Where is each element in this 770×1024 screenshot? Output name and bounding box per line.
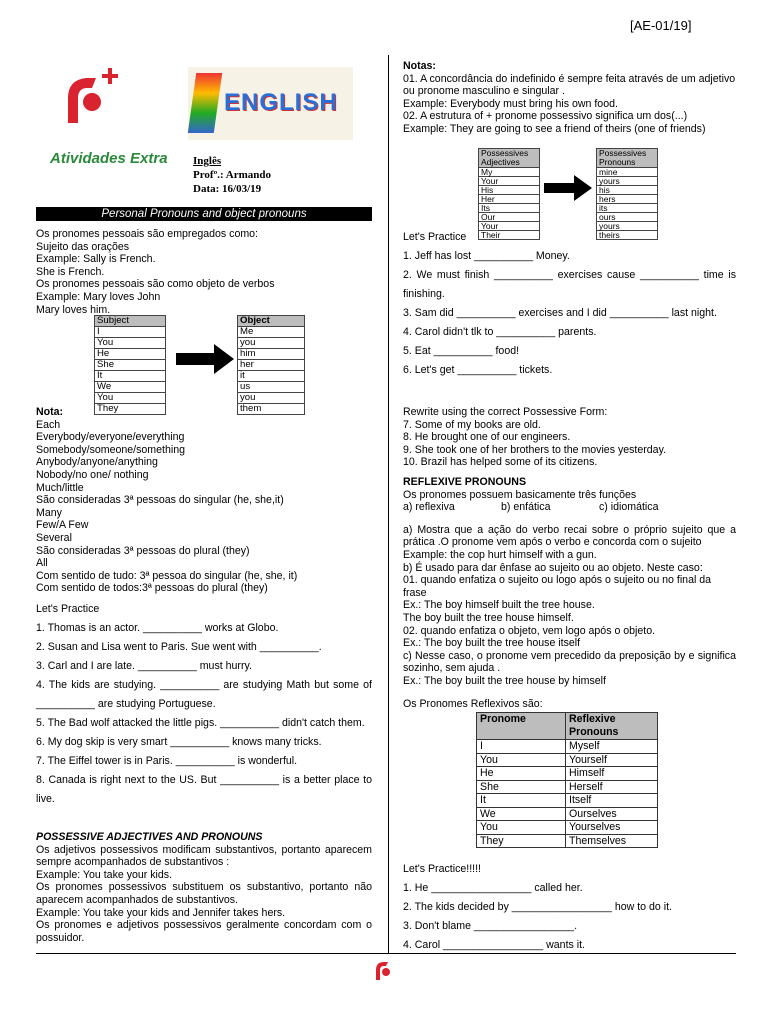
- table-cell: yours: [597, 177, 658, 186]
- practice-block-2: [403, 228, 736, 380]
- table-cell: You: [477, 753, 566, 767]
- table-cell: Itself: [566, 794, 658, 808]
- intro-line: Example: Sally is French.: [36, 253, 156, 266]
- exercise-item: 2. Susan and Lisa went to Paris. Sue went with __________.: [36, 641, 322, 653]
- arrow-right-icon: [544, 174, 594, 202]
- intro-line: Sujeito das orações: [36, 240, 130, 253]
- nota-line: Com sentido de tudo: 3ª pessoa do singular (he, she, it): [36, 569, 298, 582]
- functions-list: [403, 501, 736, 514]
- table-cell: its: [597, 204, 658, 213]
- practice-block-1: [36, 600, 372, 809]
- table-cell: Myself: [566, 740, 658, 754]
- object-pronoun-table: [237, 315, 305, 415]
- possessive-line: Os pronomes e adjetivos possessivos geralmente concordam com o possuidor.: [36, 919, 372, 944]
- rewrite-line: 7. Some of my books are old.: [403, 418, 541, 431]
- practice-title: Let's Practice: [403, 231, 467, 243]
- table-cell: her: [238, 360, 305, 371]
- exercise-item: 1. Thomas is an actor. __________ works at Globo.: [36, 622, 279, 634]
- nota-line: São consideradas 3ª pessoas do singular (he, she,it): [36, 494, 284, 507]
- arrow-right-icon: [176, 342, 236, 376]
- reflexive-line: c) Nesse caso, o pronome vem precedido da preposição by e significa sozinho, sem ajuda .: [403, 649, 736, 675]
- function-item: a) reflexiva: [403, 501, 455, 514]
- table-cell: Your: [479, 177, 540, 186]
- table-cell: Yourselves: [566, 821, 658, 835]
- reflexive-line: Example: the cop hurt himself with a gun.: [403, 548, 597, 561]
- exercise-item: 7. The Eiffel tower is in Paris. __________ is wonderful.: [36, 755, 298, 767]
- table-cell: You: [95, 393, 166, 404]
- table-cell: them: [238, 404, 305, 415]
- table-cell: She: [95, 360, 166, 371]
- table-cell: Himself: [566, 767, 658, 781]
- exercise-item: 3. Sam did __________ exercises and I did __________ last night.: [403, 307, 717, 319]
- reflexive-line: Ex.: The boy built the tree house by himself: [403, 674, 606, 687]
- practice-title: Let's Practice!!!!!: [403, 863, 481, 875]
- notas-line: Example: They are going to see a friend of theirs (one of friends): [403, 122, 706, 135]
- footer-logo: [373, 958, 399, 982]
- table-cell: His: [479, 186, 540, 195]
- exercise-item: 4. The kids are studying. __________ are studying Math but some of __________ are studying Portuguese.: [36, 679, 372, 710]
- notas-line: 02. A estrutura of + pronome possessivo significa um dos(...): [403, 110, 688, 123]
- column-divider: [388, 55, 389, 953]
- reflexive-line: a) Mostra que a ação do verbo recai sobre o próprio sujeito que a prática .O pronome vem após o verbo e concorda com o sujeito: [403, 523, 736, 549]
- nota-line: Everybody/everyone/everything: [36, 431, 185, 444]
- table-cell: Yourself: [566, 753, 658, 767]
- table-cell: mine: [597, 168, 658, 177]
- rewrite-line: Rewrite using the correct Possessive Form:: [403, 406, 608, 418]
- reflexivos-label: Os Pronomes Reflexivos são:: [403, 698, 543, 710]
- table-cell: Our: [479, 213, 540, 222]
- exercise-item: 4. Carol _________________ wants it.: [403, 939, 585, 951]
- table-header: Subject: [95, 316, 166, 327]
- table-header: Reflexive Pronouns: [566, 713, 658, 740]
- function-item: c) idiomática: [599, 501, 659, 514]
- nota-line: Nobody/no one/ nothing: [36, 468, 149, 481]
- intro-line: Os pronomes pessoais são como objeto de verbos: [36, 278, 275, 291]
- intro-line: Os pronomes pessoais são empregados como:: [36, 228, 258, 240]
- table-cell: He: [95, 349, 166, 360]
- table-cell: He: [477, 767, 566, 781]
- exercise-item: 3. Carl and I are late. __________ must hurry.: [36, 660, 252, 672]
- table-cell: You: [95, 338, 166, 349]
- table-cell: yours: [597, 222, 658, 231]
- atividades-extra-logo: Atividades Extra: [50, 150, 168, 167]
- table-cell: It: [477, 794, 566, 808]
- reflexive-line: Ex.: The boy himself built the tree house.: [403, 599, 595, 612]
- table-cell: us: [238, 382, 305, 393]
- nota-line: São consideradas 3ª pessoas do plural (they): [36, 544, 250, 557]
- date-label: Data: 16/03/19: [193, 183, 262, 195]
- table-cell: I: [95, 327, 166, 338]
- nota-heading: Nota:: [36, 406, 64, 418]
- function-item: b) enfática: [501, 501, 551, 514]
- rewrite-block: [403, 406, 736, 469]
- exercise-item: 6. Let's get __________ tickets.: [403, 364, 553, 376]
- table-cell: I: [477, 740, 566, 754]
- table-cell: We: [477, 807, 566, 821]
- notas-heading: Notas:: [403, 60, 436, 72]
- reflexive-block: [403, 476, 736, 688]
- exercise-item: 2. The kids decided by _________________ how to do it.: [403, 901, 672, 913]
- table-cell: you: [238, 338, 305, 349]
- school-logo: [62, 68, 122, 130]
- exercise-item: 1. He _________________ called her.: [403, 882, 583, 894]
- intro-line: Example: Mary loves John: [36, 290, 161, 303]
- nota-line: Anybody/anyone/anything: [36, 456, 158, 469]
- possessive-title: POSSESSIVE ADJECTIVES AND PRONOUNS: [36, 831, 263, 843]
- possessive-adjectives-table: [478, 148, 540, 240]
- notas-line: 01. A concordância do indefinido é sempre feita através de um adjetivo ou pronome masculino e singular .: [403, 72, 736, 98]
- section-title-pronouns: Personal Pronouns and object pronouns: [36, 207, 372, 221]
- nota-line: Each: [36, 418, 61, 431]
- rewrite-line: 10. Brazil has helped some of its citizens.: [403, 456, 598, 469]
- document-code: [AE-01/19]: [630, 18, 692, 33]
- footer-rule: [36, 953, 736, 954]
- rewrite-line: 8. He brought one of our engineers.: [403, 431, 571, 444]
- table-cell: She: [477, 780, 566, 794]
- reflexive-line: 01. quando enfatiza o sujeito ou logo após o sujeito ou no final da frase: [403, 574, 712, 599]
- reflexive-pronoun-table: [476, 712, 658, 848]
- reflexive-title: REFLEXIVE PRONOUNS: [403, 476, 527, 488]
- nota-block: [36, 406, 372, 595]
- reflexive-line: The boy built the tree house himself.: [403, 611, 574, 624]
- exercise-item: 1. Jeff has lost __________ Money.: [403, 250, 570, 262]
- table-cell: you: [238, 393, 305, 404]
- nota-line: Com sentido de todos:3ª pessoas do plural (they): [36, 582, 268, 595]
- table-header: Possessives Adjectives: [479, 149, 540, 168]
- reflexive-line: b) É usado para dar ênfase ao sujeito ou ao objeto. Neste caso:: [403, 561, 703, 574]
- table-cell: My: [479, 168, 540, 177]
- reflexive-intro: Os pronomes possuem basicamente três funções: [403, 488, 637, 501]
- practice-block-3: [403, 860, 736, 955]
- nota-line: Somebody/someone/something: [36, 443, 185, 456]
- notas-line: Example: Everybody must bring his own food.: [403, 97, 618, 110]
- possessive-line: Os adjetivos possessivos modificam substantivos, portanto aparecem sempre acompanhados de substantivos :: [36, 843, 372, 869]
- table-cell: theirs: [597, 231, 658, 240]
- possessive-line: Example: You take your kids.: [36, 868, 173, 881]
- table-cell: Ourselves: [566, 807, 658, 821]
- table-cell: it: [238, 371, 305, 382]
- table-cell: They: [95, 404, 166, 415]
- table-cell: Themselves: [566, 834, 658, 848]
- subject-label: Inglês: [193, 155, 222, 167]
- table-cell: They: [477, 834, 566, 848]
- reflexive-line: 02. quando enfatiza o objeto, vem logo após o objeto.: [403, 624, 656, 637]
- pronouns-intro: [36, 228, 372, 316]
- exercise-item: 4. Carol didn't tlk to __________ parents.: [403, 326, 597, 338]
- table-cell: We: [95, 382, 166, 393]
- nota-line: Several: [36, 531, 72, 544]
- practice-title: Let's Practice: [36, 603, 100, 615]
- intro-line: Mary loves him.: [36, 303, 111, 316]
- table-header: Object: [238, 316, 305, 327]
- rewrite-line: 9. She took one of her brothers to the movies yesterday.: [403, 443, 667, 456]
- possessive-pronouns-table: [596, 148, 658, 240]
- table-cell: Me: [238, 327, 305, 338]
- nota-line: All: [36, 557, 48, 570]
- subject-pronoun-table: [94, 315, 166, 415]
- table-header: Pronome: [477, 713, 566, 740]
- table-cell: him: [238, 349, 305, 360]
- table-cell: hers: [597, 195, 658, 204]
- table-cell: It: [95, 371, 166, 382]
- notas-block: [403, 60, 736, 136]
- table-cell: Her: [479, 195, 540, 204]
- possessive-line: Os pronomes possessivos substituem os substantivo, portanto não aparecem acompanhados de substantivos.: [36, 881, 372, 906]
- exercise-item: 3. Don't blame _________________.: [403, 920, 578, 932]
- nota-line: Many: [36, 506, 62, 519]
- possessive-line: Example: You take your kids and Jennifer takes hers.: [36, 906, 286, 919]
- table-cell: You: [477, 821, 566, 835]
- english-banner: ENGLISH: [188, 67, 353, 140]
- table-cell: ours: [597, 213, 658, 222]
- exercise-item: 2. We must finish __________ exercises cause __________ time is finishing.: [403, 269, 736, 300]
- table-cell: Your: [479, 222, 540, 231]
- exercise-item: 6. My dog skip is very smart __________ knows many tricks.: [36, 736, 322, 748]
- exercise-item: 5. The Bad wolf attacked the little pigs. __________ didn't catch them.: [36, 717, 365, 729]
- table-cell: Herself: [566, 780, 658, 794]
- possessive-block: [36, 831, 372, 944]
- table-cell: Their: [479, 231, 540, 240]
- reflexive-line: Ex.: The boy built the tree house itself: [403, 637, 581, 650]
- teacher-label: Profº.: Armando: [193, 169, 271, 181]
- table-cell: Its: [479, 204, 540, 213]
- table-cell: his: [597, 186, 658, 195]
- intro-line: She is French.: [36, 265, 105, 278]
- class-info: [193, 154, 271, 196]
- exercise-item: 5. Eat __________ food!: [403, 345, 520, 357]
- nota-line: Much/little: [36, 481, 84, 494]
- table-header: Possessives Pronouns: [597, 149, 658, 168]
- exercise-item: 8. Canada is right next to the US. But __________ is a better place to live.: [36, 774, 372, 805]
- nota-line: Few/A Few: [36, 519, 89, 532]
